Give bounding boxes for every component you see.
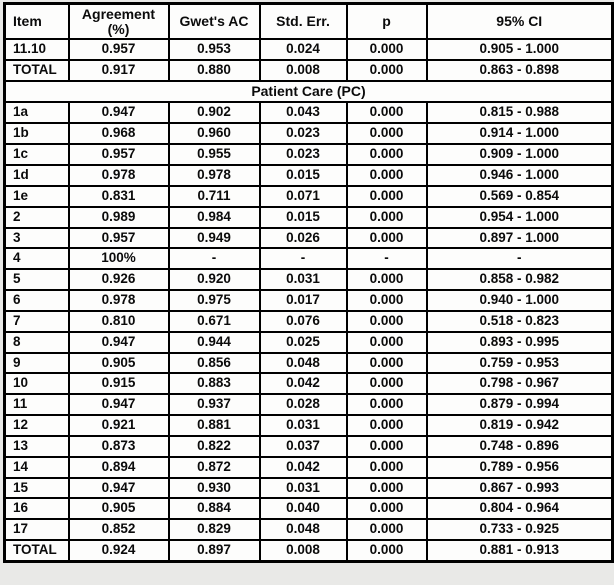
item-cell: 9 [5,353,69,374]
value-cell: 0.815 - 0.988 [427,102,613,123]
table-row [5,311,613,332]
item-cell: 7 [5,311,69,332]
value-cell: 0.028 [260,394,347,415]
value-cell: 0.789 - 0.956 [427,457,613,478]
value-cell: 0.733 - 0.925 [427,519,613,540]
value-cell: 0.947 [69,394,169,415]
value-cell: 0.071 [260,186,347,207]
table-row [5,540,613,561]
value-cell: 0.000 [347,353,427,374]
value-cell: 0.897 - 1.000 [427,228,613,249]
value-cell: 0.984 [169,207,260,228]
item-cell: 4 [5,248,69,269]
table-row [5,123,613,144]
value-cell: 0.867 - 0.993 [427,478,613,499]
item-cell: 8 [5,332,69,353]
value-cell: 0.926 [69,269,169,290]
value-cell: 0.883 [169,373,260,394]
value-cell: 0.031 [260,478,347,499]
reliability-statistics-table [3,2,614,563]
value-cell: 0.954 - 1.000 [427,207,613,228]
value-cell: 0.000 [347,436,427,457]
value-cell: 0.822 [169,436,260,457]
value-cell: 0.008 [260,60,347,81]
table-row [5,186,613,207]
column-header: p [347,4,427,40]
value-cell: 0.015 [260,207,347,228]
column-header: Gwet's AC [169,4,260,40]
value-cell: 0.905 - 1.000 [427,39,613,60]
value-cell: 0.042 [260,373,347,394]
item-cell: 13 [5,436,69,457]
table-row [5,102,613,123]
value-cell: 0.043 [260,102,347,123]
value-cell: 0.000 [347,165,427,186]
value-cell: 0.569 - 0.854 [427,186,613,207]
value-cell: 0.920 [169,269,260,290]
value-cell: 0.748 - 0.896 [427,436,613,457]
column-header: Agreement (%) [69,4,169,40]
value-cell: 0.037 [260,436,347,457]
item-cell: 1e [5,186,69,207]
value-cell: 0.968 [69,123,169,144]
value-cell: 0.000 [347,457,427,478]
value-cell: 0.914 - 1.000 [427,123,613,144]
value-cell: 100% [69,248,169,269]
value-cell: 0.000 [347,540,427,561]
value-cell: 0.810 [69,311,169,332]
value-cell: 0.031 [260,415,347,436]
value-cell: 0.978 [169,165,260,186]
value-cell: 0.863 - 0.898 [427,60,613,81]
value-cell: 0.000 [347,123,427,144]
value-cell: 0.872 [169,457,260,478]
value-cell: 0.000 [347,39,427,60]
item-cell: 10 [5,373,69,394]
item-cell: 15 [5,478,69,499]
value-cell: 0.518 - 0.823 [427,311,613,332]
value-cell: 0.000 [347,394,427,415]
value-cell: 0.026 [260,228,347,249]
item-cell: 1b [5,123,69,144]
item-cell: TOTAL [5,60,69,81]
value-cell: 0.023 [260,123,347,144]
value-cell: 0.940 - 1.000 [427,290,613,311]
table-row [5,290,613,311]
value-cell: 0.947 [69,478,169,499]
item-cell: 17 [5,519,69,540]
value-cell: 0.008 [260,540,347,561]
value-cell: 0.000 [347,269,427,290]
value-cell: 0.894 [69,457,169,478]
value-cell: 0.759 - 0.953 [427,353,613,374]
value-cell: 0.804 - 0.964 [427,498,613,519]
value-cell: 0.858 - 0.982 [427,269,613,290]
header-row [5,4,613,40]
value-cell: 0.955 [169,144,260,165]
value-cell: 0.048 [260,519,347,540]
table-body [5,39,613,561]
value-cell: 0.957 [69,144,169,165]
value-cell: 0.909 - 1.000 [427,144,613,165]
table-row [5,165,613,186]
value-cell: 0.953 [169,39,260,60]
value-cell: 0.040 [260,498,347,519]
table-row [5,457,613,478]
value-cell: 0.000 [347,102,427,123]
value-cell: 0.905 [69,498,169,519]
value-cell: 0.917 [69,60,169,81]
table-row [5,478,613,499]
table-row [5,207,613,228]
value-cell: 0.048 [260,353,347,374]
table-row [5,353,613,374]
item-cell: 14 [5,457,69,478]
value-cell: 0.000 [347,373,427,394]
value-cell: 0.017 [260,290,347,311]
item-cell: 12 [5,415,69,436]
value-cell: 0.915 [69,373,169,394]
value-cell: 0.829 [169,519,260,540]
value-cell: 0.000 [347,207,427,228]
item-cell: 5 [5,269,69,290]
table-row [5,60,613,81]
column-header: 95% CI [427,4,613,40]
table-head [5,4,613,40]
value-cell: 0.000 [347,415,427,436]
value-cell: 0.897 [169,540,260,561]
value-cell: 0.957 [69,228,169,249]
value-cell: 0.023 [260,144,347,165]
table-row [5,519,613,540]
value-cell: 0.879 - 0.994 [427,394,613,415]
value-cell: 0.000 [347,186,427,207]
value-cell: 0.947 [69,332,169,353]
value-cell: 0.949 [169,228,260,249]
section-header: Patient Care (PC) [5,81,613,102]
value-cell: 0.671 [169,311,260,332]
table-row [5,498,613,519]
value-cell: - [169,248,260,269]
value-cell: 0.902 [169,102,260,123]
value-cell: 0.000 [347,519,427,540]
table-row [5,373,613,394]
value-cell: 0.856 [169,353,260,374]
value-cell: 0.975 [169,290,260,311]
value-cell: 0.798 - 0.967 [427,373,613,394]
item-cell: 1a [5,102,69,123]
value-cell: 0.024 [260,39,347,60]
item-cell: 1c [5,144,69,165]
value-cell: 0.978 [69,165,169,186]
item-cell: 1d [5,165,69,186]
value-cell: 0.711 [169,186,260,207]
item-cell: 16 [5,498,69,519]
item-cell: 6 [5,290,69,311]
value-cell: 0.978 [69,290,169,311]
value-cell: 0.957 [69,39,169,60]
value-cell: 0.819 - 0.942 [427,415,613,436]
table-row [5,248,613,269]
value-cell: 0.881 [169,415,260,436]
table-row [5,394,613,415]
value-cell: - [260,248,347,269]
value-cell: 0.905 [69,353,169,374]
value-cell: 0.000 [347,228,427,249]
value-cell: 0.921 [69,415,169,436]
value-cell: 0.000 [347,311,427,332]
table-row [5,39,613,60]
value-cell: 0.947 [69,102,169,123]
value-cell: 0.930 [169,478,260,499]
value-cell: 0.000 [347,332,427,353]
value-cell: 0.031 [260,269,347,290]
value-cell: 0.937 [169,394,260,415]
table-row [5,269,613,290]
value-cell: 0.924 [69,540,169,561]
value-cell: 0.852 [69,519,169,540]
section-header-row [5,81,613,102]
value-cell: 0.960 [169,123,260,144]
value-cell: 0.000 [347,498,427,519]
value-cell: 0.884 [169,498,260,519]
value-cell: 0.000 [347,144,427,165]
table-row [5,332,613,353]
value-cell: 0.000 [347,290,427,311]
item-cell: 11 [5,394,69,415]
value-cell: 0.944 [169,332,260,353]
value-cell: 0.000 [347,60,427,81]
item-cell: TOTAL [5,540,69,561]
table-row [5,228,613,249]
column-header: Std. Err. [260,4,347,40]
value-cell: - [347,248,427,269]
value-cell: 0.015 [260,165,347,186]
value-cell: 0.873 [69,436,169,457]
column-header: Item [5,4,69,40]
value-cell: - [427,248,613,269]
value-cell: 0.893 - 0.995 [427,332,613,353]
value-cell: 0.042 [260,457,347,478]
item-cell: 3 [5,228,69,249]
table-row [5,415,613,436]
item-cell: 2 [5,207,69,228]
value-cell: 0.946 - 1.000 [427,165,613,186]
value-cell: 0.831 [69,186,169,207]
value-cell: 0.025 [260,332,347,353]
value-cell: 0.881 - 0.913 [427,540,613,561]
item-cell: 11.10 [5,39,69,60]
value-cell: 0.076 [260,311,347,332]
value-cell: 0.989 [69,207,169,228]
table-row [5,436,613,457]
value-cell: 0.880 [169,60,260,81]
table-row [5,144,613,165]
value-cell: 0.000 [347,478,427,499]
